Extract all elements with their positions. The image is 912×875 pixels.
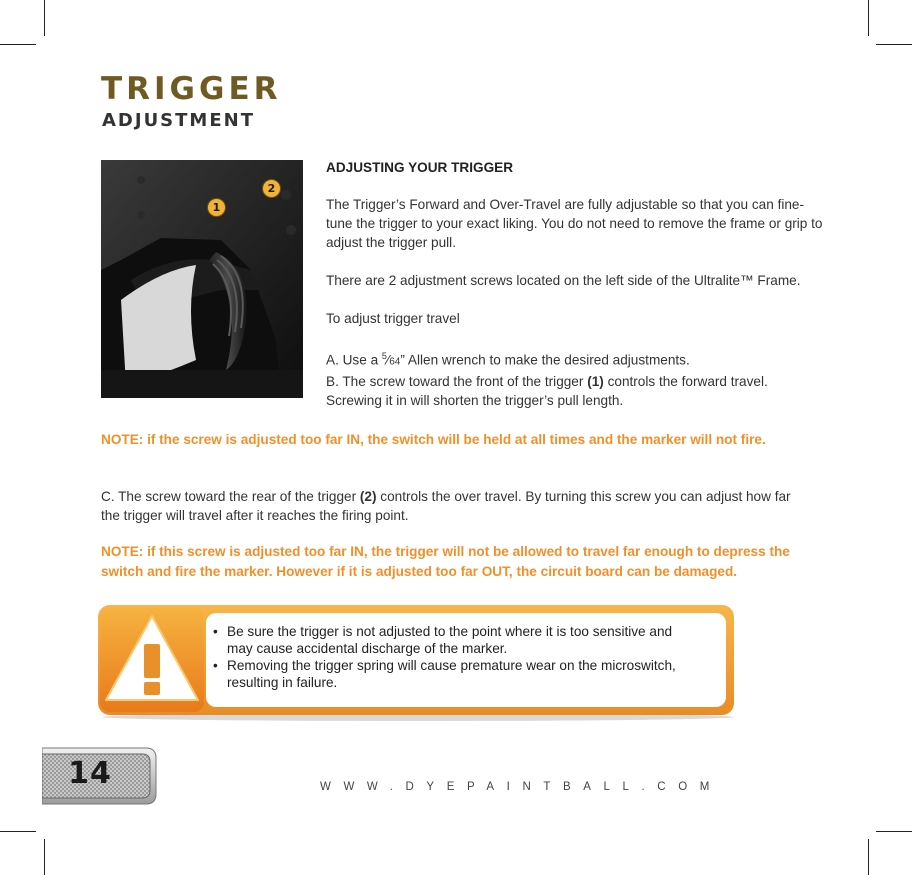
warning-icon-panel (100, 608, 204, 712)
page-title: TRIGGER (101, 71, 282, 107)
warning-item: • Removing the trigger spring will cause premature wear on the microswitch, resulting in failure. (211, 657, 681, 691)
section-heading: ADJUSTING YOUR TRIGGER (326, 160, 514, 175)
page-subtitle: ADJUSTMENT (102, 110, 255, 131)
screws-paragraph: There are 2 adjustment screws located on the left side of the Ultralite™ Frame. (326, 273, 801, 288)
intro-paragraph: The Trigger’s Forward and Over-Travel are fully adjustable so that you can fine-tune the trigger to your exact liking. You do not need to remove the frame or grip to adjust the trigger pull. (326, 197, 823, 250)
step-a: A. Use a $^5$⁄64” Allen wrench to make the desired adjustments. (326, 351, 690, 368)
callout-1: 1 (207, 198, 226, 217)
page-number-badge (42, 744, 160, 808)
travel-paragraph: To adjust trigger travel (326, 311, 460, 326)
crop-mark (868, 839, 869, 875)
crop-mark (44, 839, 45, 875)
crop-mark (876, 831, 912, 832)
crop-mark (0, 44, 36, 45)
crop-mark (868, 0, 869, 36)
page-number: 14 (68, 756, 112, 791)
warning-box (98, 605, 734, 715)
step-b: B. The screw toward the front of the trigger (1) controls the forward travel. Screwing it in will shorten the trigger’s pull length. (326, 373, 768, 408)
callout-2: 2 (262, 179, 281, 198)
note-screw-out: NOTE: if this screw is adjusted too far IN, the trigger will not be allowed to travel far enough to depress the switch and fire the marker. However if it is adjusted too far OUT, the circuit board can be damaged. (101, 544, 790, 579)
trigger-frame-photo (101, 160, 303, 398)
screw-ref-2: (2) (359, 489, 377, 504)
warning-triangle-icon (100, 608, 204, 712)
warning-item: • Be sure the trigger is not adjusted to the point where it is too sensitive and may cause accidental discharge of the marker. (211, 623, 681, 657)
step-c: C. The screw toward the rear of the trigger (2) controls the over travel. By turning this screw you can adjust how far the trigger will travel after it reaches the firing point. (101, 489, 791, 523)
note-screw-in: NOTE: if the screw is adjusted too far IN, the switch will be held at all times and the marker will not fire. (101, 432, 766, 447)
fraction-denominator: 64 (389, 356, 401, 368)
crop-mark (44, 0, 45, 36)
crop-mark (0, 831, 36, 832)
crop-mark (876, 44, 912, 45)
adjustment-instructions (326, 158, 826, 410)
website-url[interactable]: WWW.DYEPAINTBALL.COM (320, 781, 722, 793)
fraction-numerator: 5 (381, 351, 387, 361)
screw-ref-1: (1) (587, 373, 604, 389)
warning-list (211, 623, 681, 691)
